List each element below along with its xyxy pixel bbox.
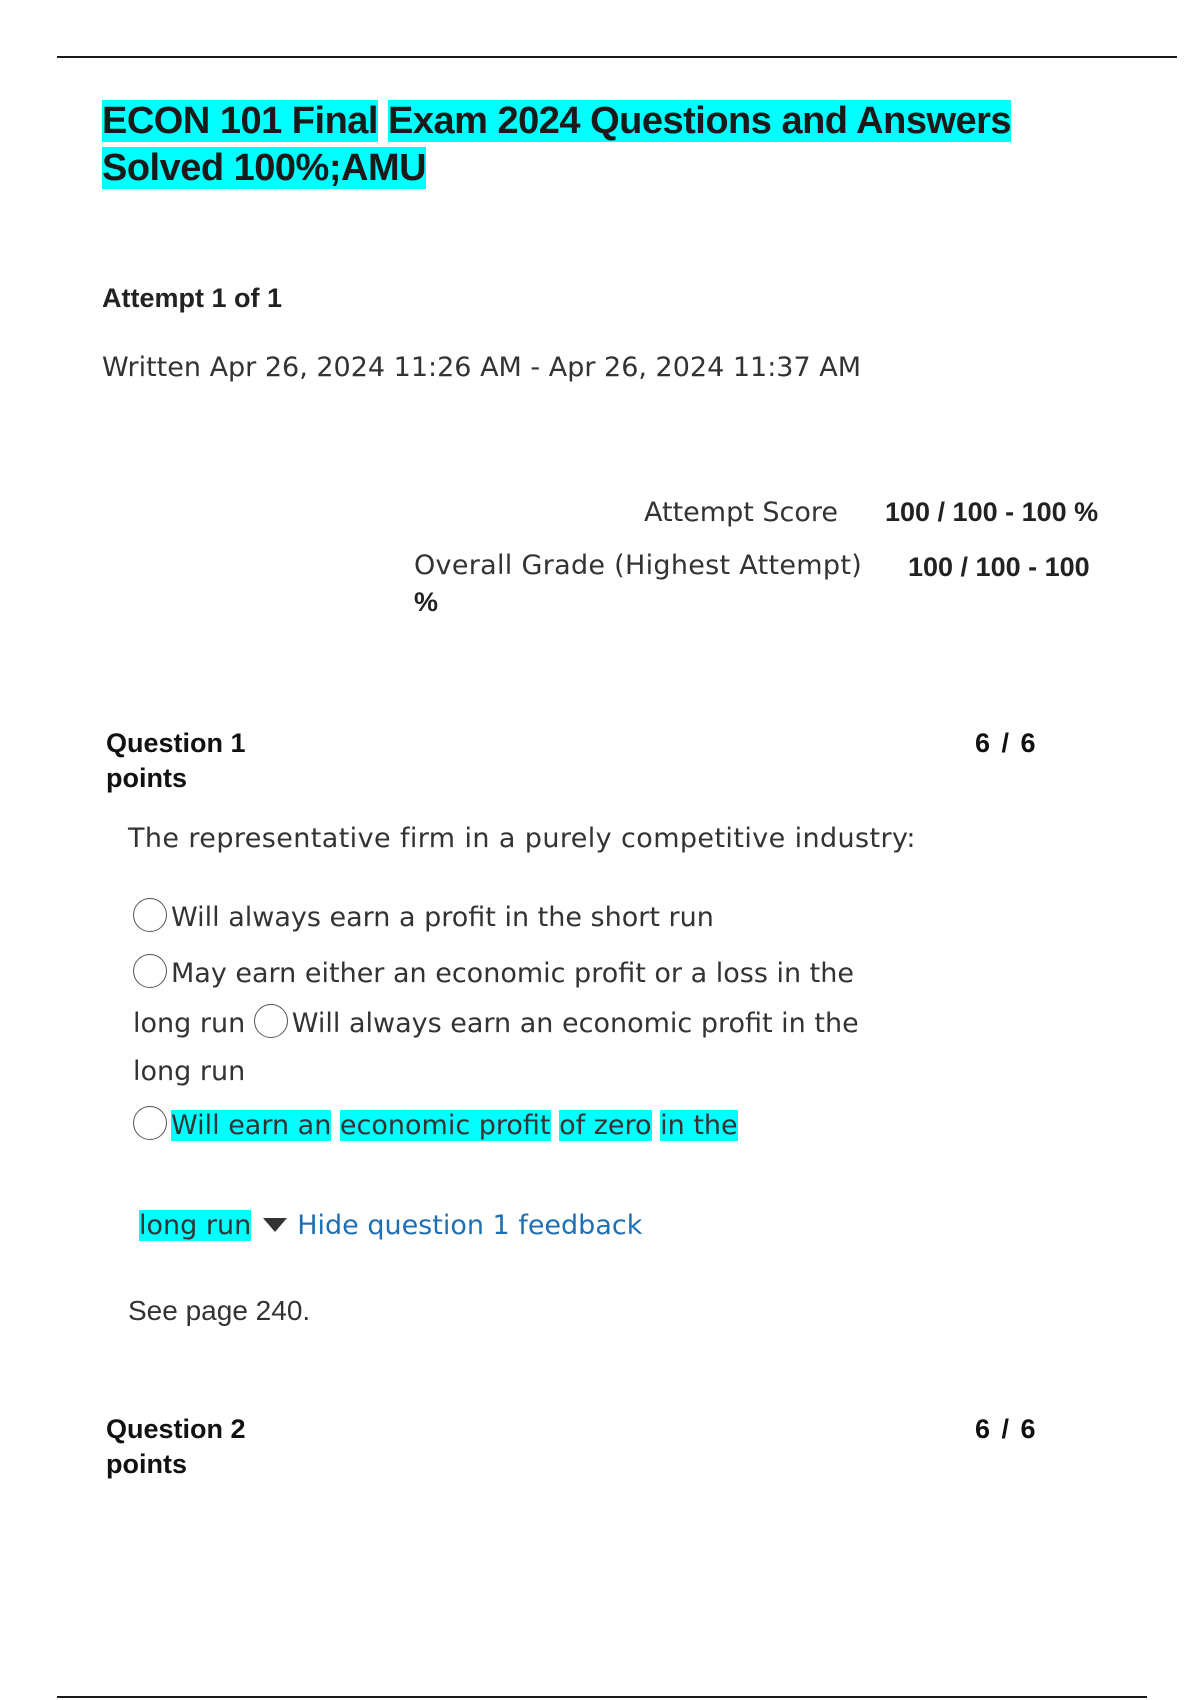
choice-4-label-part2: economic profit [339,1110,551,1141]
choice-1[interactable] [133,890,963,946]
hide-feedback-link[interactable]: Hide question 1 feedback [297,1210,643,1241]
choice-4-label-part4: in the [660,1110,738,1141]
choice-4-label-part1: Will earn an [171,1110,332,1141]
radio-button-empty-icon[interactable] [133,954,167,988]
bottom-divider [57,1696,1147,1698]
question-1-heading [106,726,246,796]
choice-4[interactable] [133,1098,963,1154]
choice-4-label-line2: long run [139,1210,252,1241]
attempt-score-label: Attempt Score [644,497,839,528]
choice-2-label-line2: long run [133,1008,246,1039]
title-part-2: Exam 2024 Questions and Answers [388,100,1012,142]
question-1-score: 6 / 6 [975,728,1038,758]
overall-grade-label: Overall Grade (Highest Attempt) [414,550,863,581]
written-timestamp: Written Apr 26, 2024 11:26 AM - Apr 26, 2024 11:37 AM [102,352,862,383]
title-part-1: ECON 101 Final [102,100,378,142]
page-title [102,98,1062,192]
question-2-points-label: points [106,1449,187,1479]
radio-button-empty-icon[interactable] [133,1106,167,1140]
choice-3-wrap [133,1046,963,1098]
question-2-title: Question 2 [106,1414,246,1444]
choice-4-label-part3: of zero [559,1110,652,1141]
triangle-down-icon[interactable] [263,1218,287,1232]
overall-grade-value-line1: 100 / 100 - 100 [908,552,1090,582]
radio-button-empty-icon[interactable] [254,1004,288,1038]
question-2-heading [106,1412,246,1482]
attempt-score-value: 100 / 100 - 100 % [885,497,1099,527]
choice-1-label: Will always earn a profit in the short run [171,902,714,933]
choice-3-label-line2: long run [133,1056,246,1087]
title-part-3: Solved 100%;AMU [102,147,427,189]
question-1-choices [133,890,963,1154]
feedback-row [139,1210,642,1241]
question-1-text: The representative firm in a purely competitive industry: [128,823,916,854]
attempt-count: Attempt 1 of 1 [102,283,283,313]
radio-button-empty-icon[interactable] [133,898,167,932]
question-1-points-label: points [106,763,187,793]
choice-2-label-line1: May earn either an economic profit or a loss in the [171,958,854,989]
question-1-title: Question 1 [106,728,246,758]
top-divider [57,56,1177,58]
question-1-feedback: See page 240. [128,1295,311,1326]
choice-2-3-wrap [133,1002,963,1046]
choice-2[interactable] [133,946,963,1002]
overall-grade-value-line2: % [414,587,439,617]
question-2-score: 6 / 6 [975,1414,1038,1444]
choice-3-label-line1: Will always earn an economic profit in the [291,1008,859,1039]
